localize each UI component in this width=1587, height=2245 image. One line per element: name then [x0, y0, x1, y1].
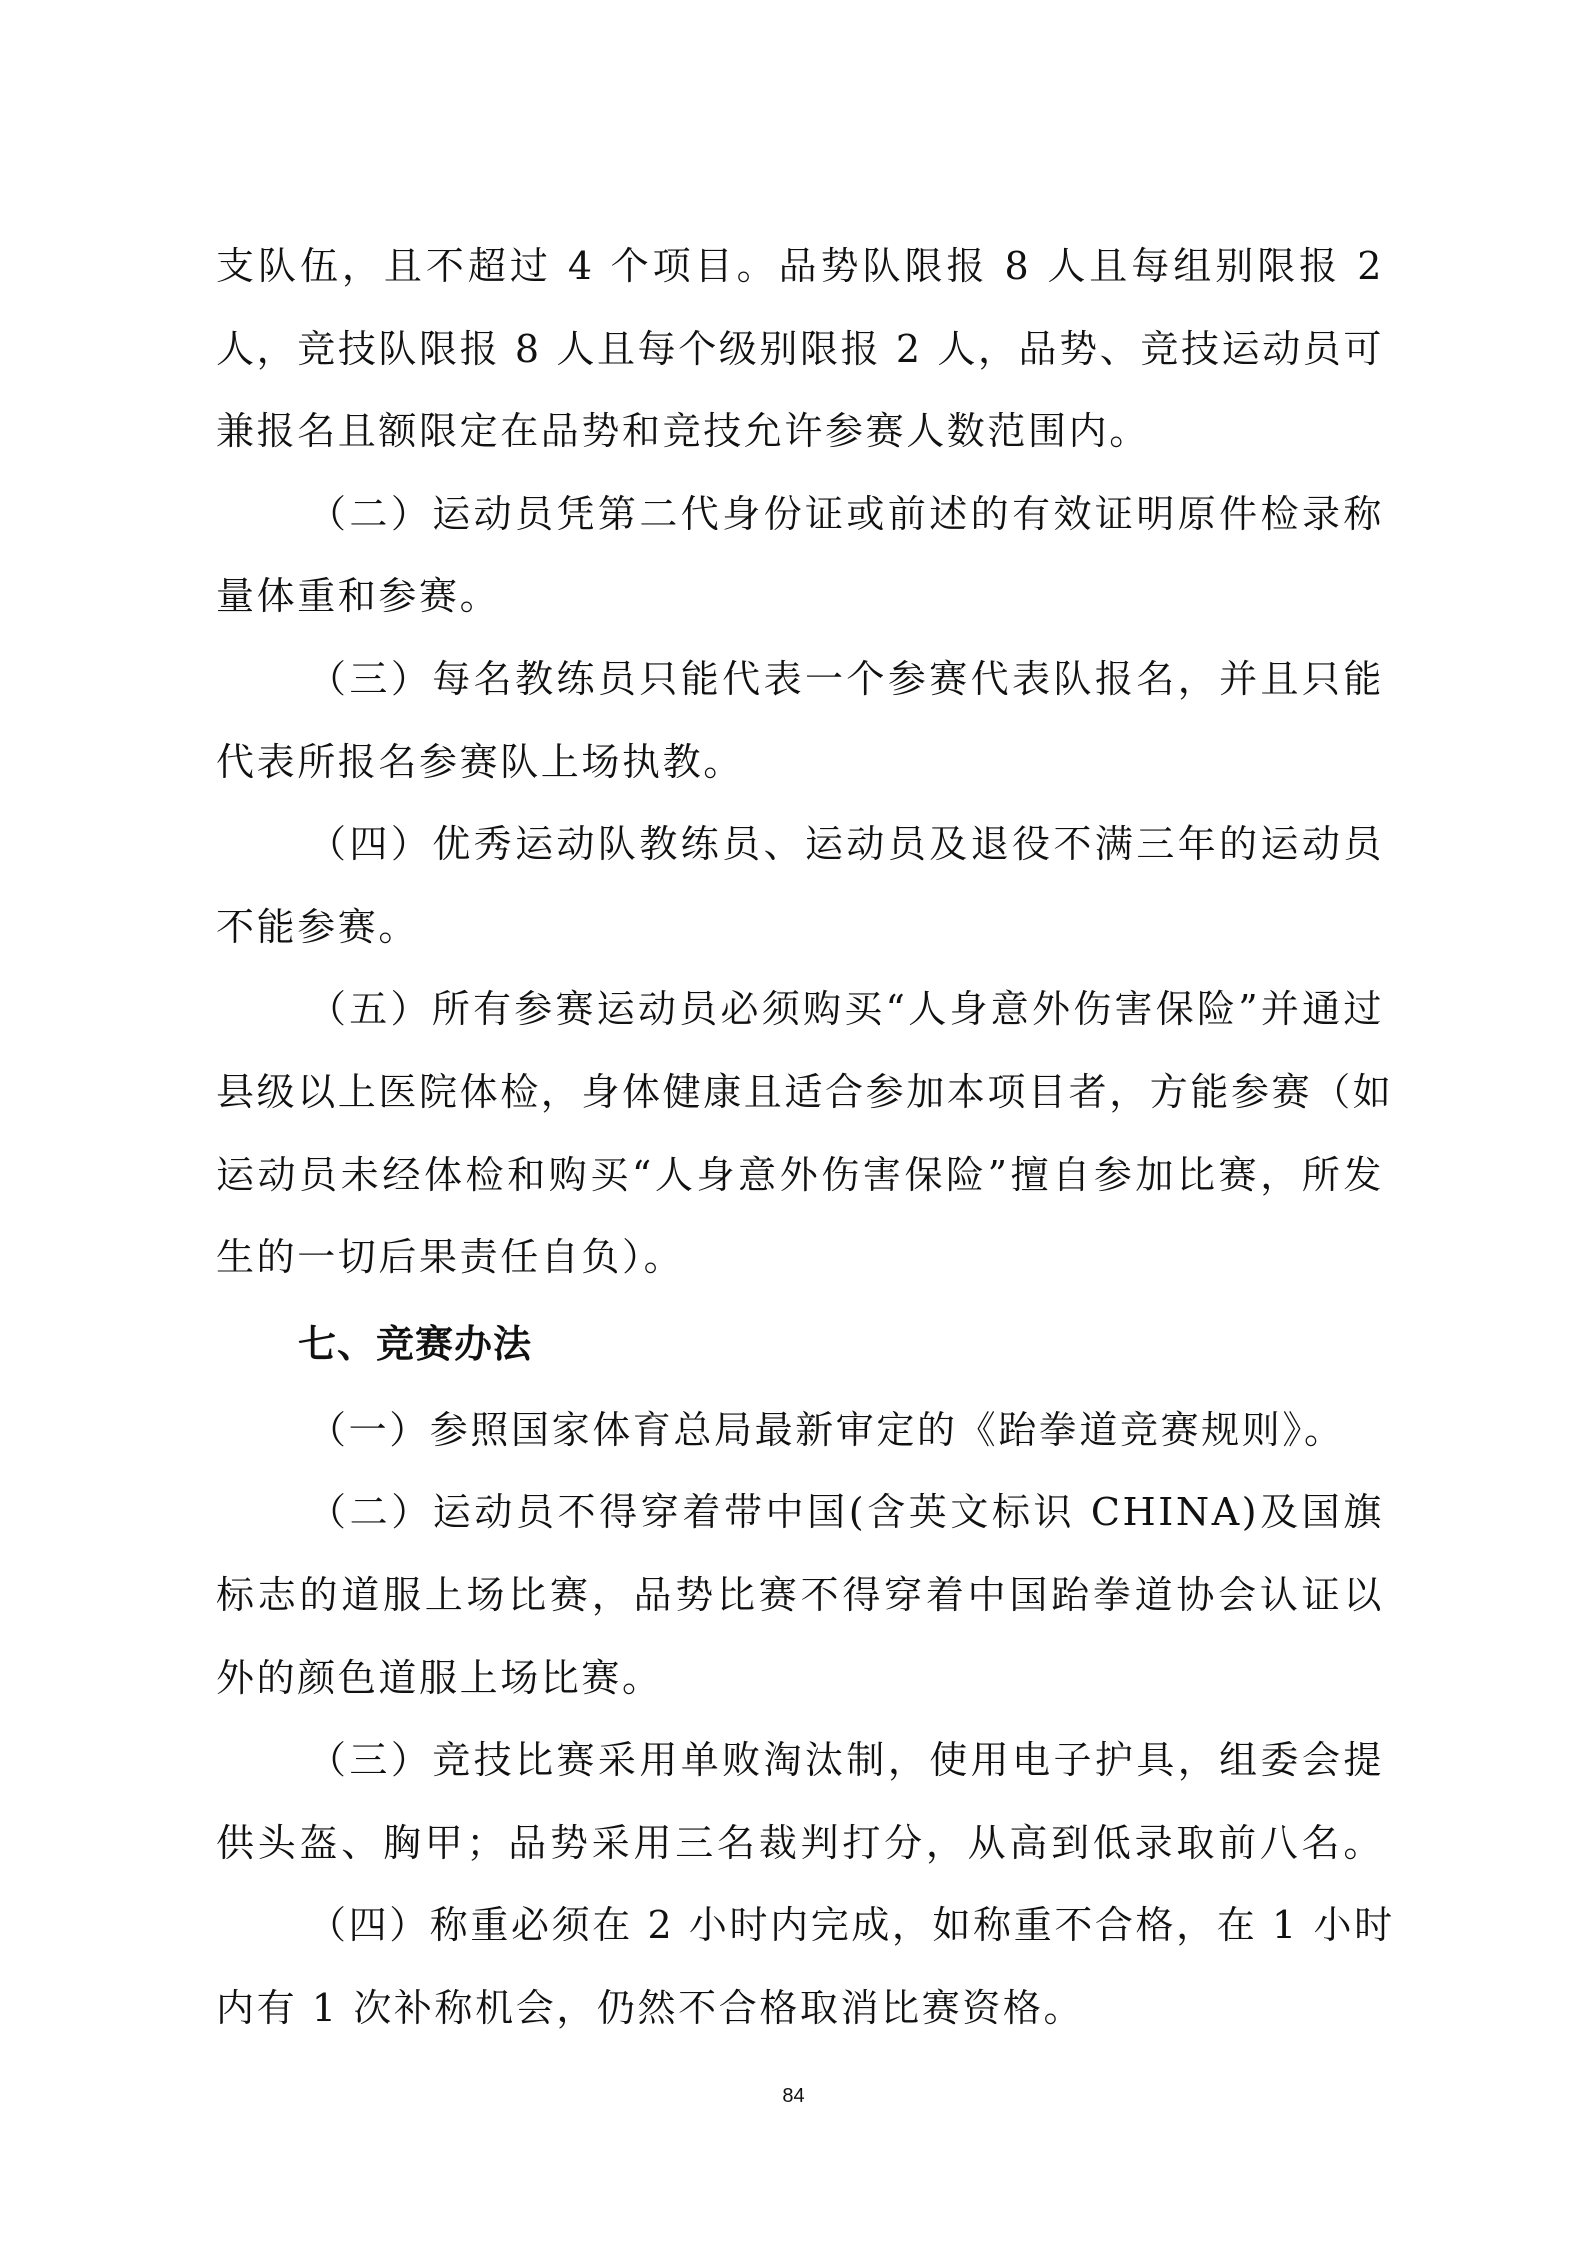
section-7-item-3	[216, 1719, 1384, 1884]
text-line: 内有 1 次补称机会，仍然不合格取消比赛资格。	[216, 1985, 1085, 2030]
item-2-id-requirements	[216, 473, 1384, 638]
text-line: 标志的道服上场比赛，品势比赛不得穿着中国跆拳道协会认证以	[216, 1572, 1384, 1617]
text-line: 代表所报名参赛队上场执教。	[216, 739, 744, 784]
text-line: （二）运动员凭第二代身份证或前述的有效证明原件检录称	[308, 491, 1384, 536]
text-line: 供头盔、胸甲；品势采用三名裁判打分，从高到低录取前八名。	[216, 1820, 1384, 1865]
text-line: （一）参照国家体育总局最新审定的《跆拳道竞赛规则》。	[308, 1407, 1345, 1452]
text-line: 运动员未经体检和购买“人身意外伤害保险”擅自参加比赛，所发	[216, 1152, 1384, 1197]
text-line: 生的一切后果责任自负）。	[216, 1235, 685, 1280]
item-4-eligibility	[216, 803, 1384, 968]
text-line: 量体重和参赛。	[216, 574, 501, 619]
text-line: 兼报名且额限定在品势和竞技允许参赛人数范围内。	[216, 409, 1150, 454]
page-number: 84	[782, 2085, 805, 2107]
item-5-insurance	[216, 968, 1394, 1298]
section-7-item-2	[216, 1471, 1384, 1719]
section-7-item-1	[216, 1389, 1384, 1472]
section-heading: 七、竞赛办法	[298, 1321, 533, 1366]
section-7-item-4	[216, 1884, 1395, 2049]
page-body	[216, 225, 1395, 2049]
text-line: 人，竞技队限报 8 人且每个级别限报 2 人，品势、竞技运动员可	[216, 326, 1384, 371]
text-line: 外的颜色道服上场比赛。	[216, 1655, 663, 1700]
text-line: （四）优秀运动队教练员、运动员及退役不满三年的运动员	[308, 822, 1384, 867]
text-line: （五）所有参赛运动员必须购买“人身意外伤害保险”并通过	[308, 987, 1384, 1032]
text-line: （四）称重必须在 2 小时内完成，如称重不合格，在 1 小时	[308, 1903, 1395, 1948]
item-3-coach-rule	[216, 638, 1384, 803]
text-line: 不能参赛。	[216, 904, 420, 949]
text-line: （二）运动员不得穿着带中国(含英文标识 CHINA)及国旗	[308, 1490, 1384, 1535]
continued-paragraph	[216, 225, 1384, 473]
text-line: 县级以上医院体检，身体健康且适合参加本项目者，方能参赛（如	[216, 1069, 1394, 1114]
text-line: 支队伍，且不超过 4 个项目。品势队限报 8 人且每组别限报 2	[216, 244, 1384, 288]
text-line: （三）每名教练员只能代表一个参赛代表队报名，并且只能	[308, 656, 1384, 701]
text-line: （三）竞技比赛采用单败淘汰制，使用电子护具，组委会提	[308, 1738, 1384, 1783]
